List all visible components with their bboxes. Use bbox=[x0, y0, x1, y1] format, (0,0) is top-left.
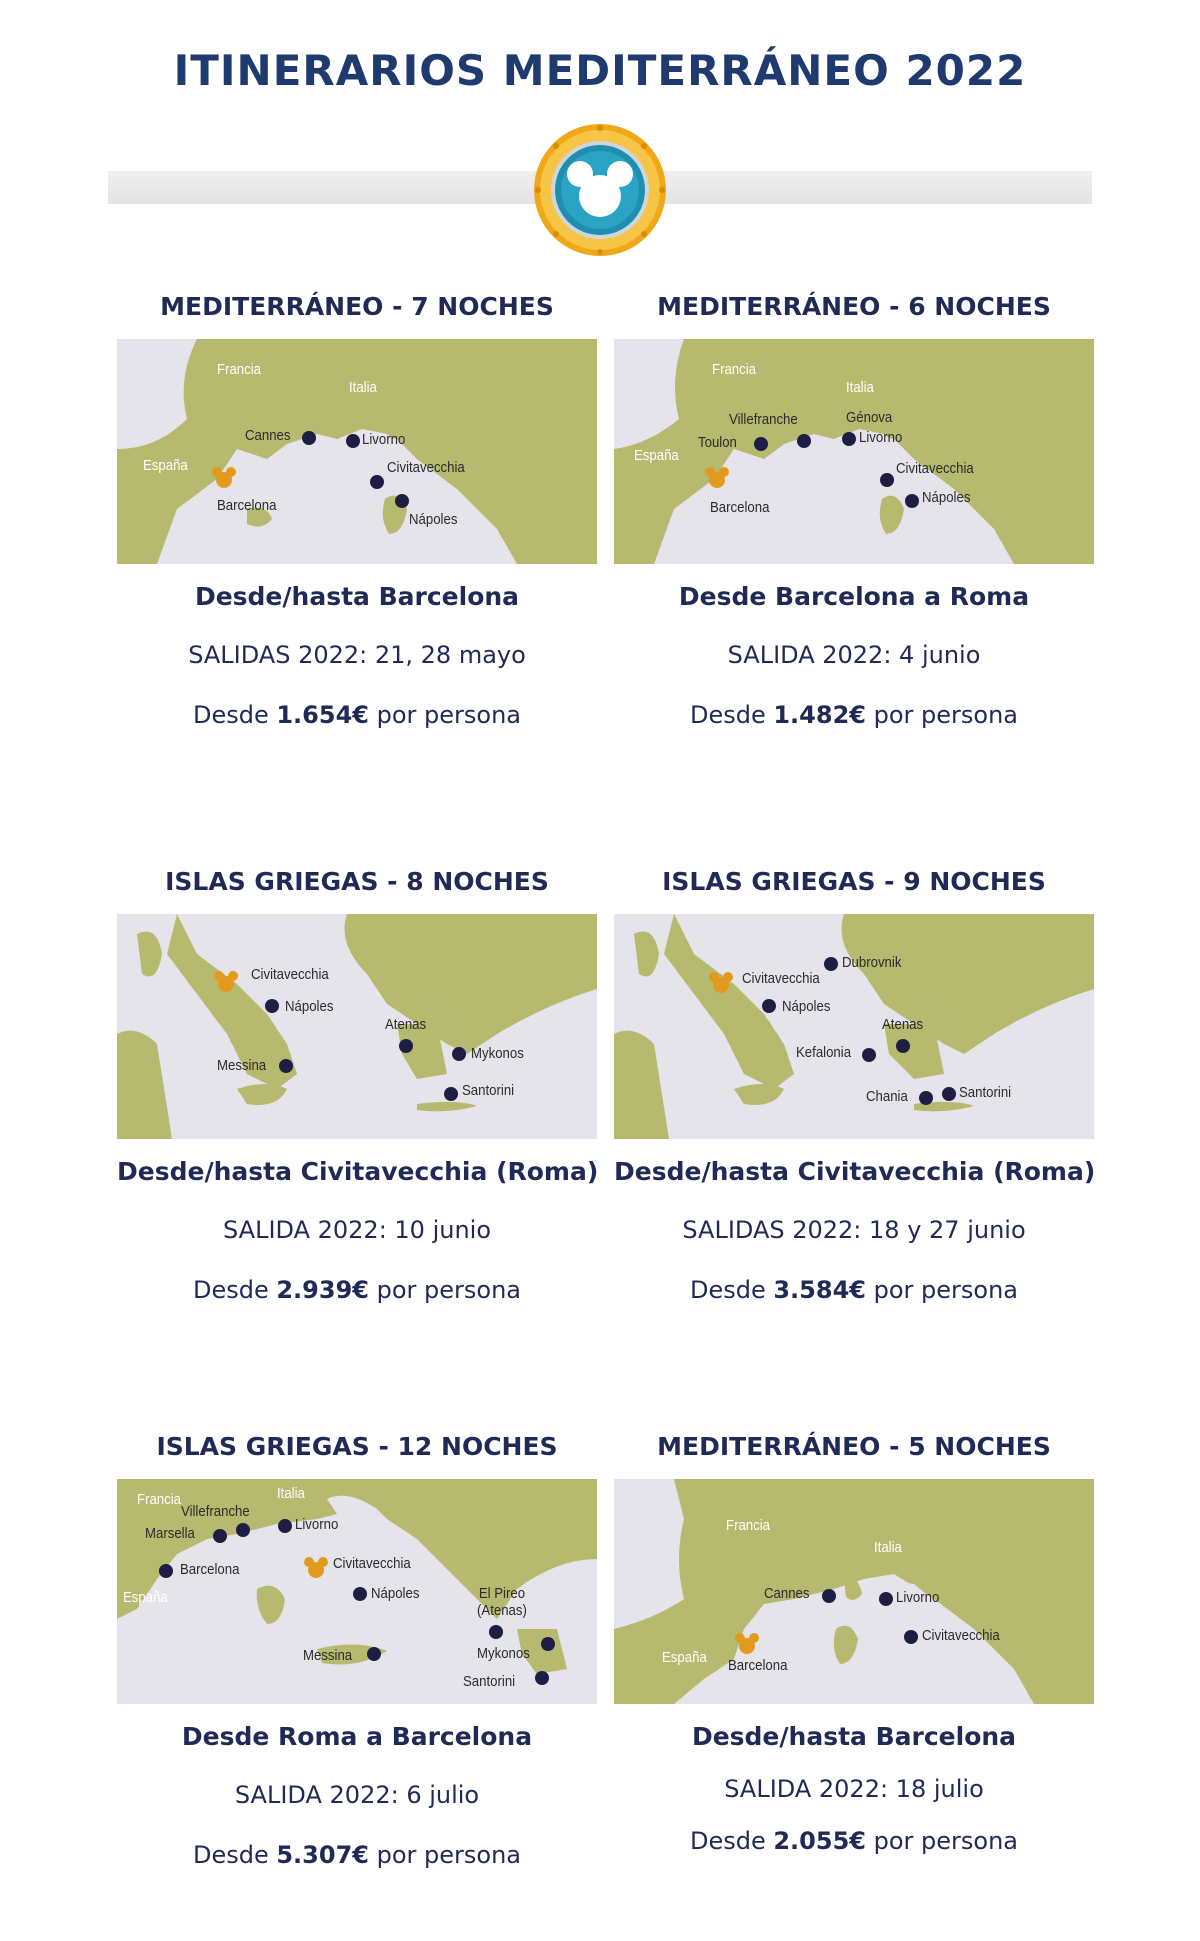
map-label: Francia bbox=[217, 361, 262, 378]
map-label: Barcelona bbox=[217, 497, 277, 514]
port-dot-icon bbox=[452, 1047, 466, 1061]
port-dot-icon bbox=[880, 473, 894, 487]
map-label: Cannes bbox=[764, 1585, 810, 1602]
card-title: MEDITERRÁNEO - 6 NOCHES bbox=[657, 292, 1051, 321]
price-line: Desde 5.307€ por persona bbox=[192, 1841, 522, 1869]
port-dot-icon bbox=[302, 431, 316, 445]
map-label: Nápoles bbox=[782, 998, 831, 1015]
map-label: Atenas bbox=[882, 1016, 924, 1033]
port-dot-icon bbox=[367, 1647, 381, 1661]
port-dot-icon bbox=[879, 1592, 893, 1606]
port-dot-icon bbox=[842, 432, 856, 446]
card-title: MEDITERRÁNEO - 5 NOCHES bbox=[657, 1432, 1051, 1461]
map-label: Messina bbox=[217, 1057, 267, 1074]
map-label: Nápoles bbox=[371, 1585, 420, 1602]
route-heading: Desde/hasta Civitavecchia (Roma) bbox=[117, 1157, 599, 1186]
route-heading: Desde/hasta Barcelona bbox=[691, 1722, 1017, 1751]
map-label: Toulon bbox=[698, 434, 737, 451]
start-marker-icon bbox=[211, 465, 237, 489]
start-marker-icon bbox=[213, 969, 239, 993]
port-dot-icon bbox=[395, 494, 409, 508]
route-heading: Desde Roma a Barcelona bbox=[181, 1722, 533, 1751]
map-label: Civitavecchia bbox=[742, 970, 820, 987]
map-label: Civitavecchia bbox=[251, 966, 329, 983]
map-label: Italia bbox=[349, 379, 377, 396]
map-label: Nápoles bbox=[409, 511, 458, 528]
route-heading: Desde/hasta Civitavecchia (Roma) bbox=[614, 1157, 1096, 1186]
departure-dates: SALIDA 2022: 6 julio bbox=[234, 1781, 480, 1809]
map-label: Nápoles bbox=[285, 998, 334, 1015]
port-dot-icon bbox=[797, 434, 811, 448]
map-label: Livorno bbox=[896, 1589, 940, 1606]
map-label: Livorno bbox=[362, 431, 406, 448]
port-dot-icon bbox=[278, 1519, 292, 1533]
price-amount: 1.654€ bbox=[276, 701, 369, 729]
map-label: Italia bbox=[846, 379, 874, 396]
route-map bbox=[614, 339, 1094, 564]
departure-dates: SALIDA 2022: 10 junio bbox=[222, 1216, 492, 1244]
map-label: Atenas bbox=[385, 1016, 427, 1033]
port-dot-icon bbox=[353, 1587, 367, 1601]
itinerary-card-med-7 bbox=[117, 287, 597, 729]
port-dot-icon bbox=[896, 1039, 910, 1053]
map-label: Livorno bbox=[295, 1516, 339, 1533]
route-map bbox=[614, 1479, 1094, 1704]
card-title: ISLAS GRIEGAS - 12 NOCHES bbox=[156, 1432, 558, 1461]
mickey-porthole-icon bbox=[532, 122, 668, 258]
itinerary-card-greek-9 bbox=[614, 862, 1094, 1304]
port-dot-icon bbox=[399, 1039, 413, 1053]
card-title: ISLAS GRIEGAS - 8 NOCHES bbox=[165, 867, 549, 896]
port-dot-icon bbox=[822, 1589, 836, 1603]
port-dot-icon bbox=[535, 1671, 549, 1685]
map-label: Messina bbox=[303, 1647, 353, 1664]
price-line: Desde 2.055€ por persona bbox=[689, 1827, 1019, 1855]
start-marker-icon bbox=[708, 970, 734, 994]
map-label: Santorini bbox=[462, 1082, 515, 1099]
map-label: Dubrovnik bbox=[842, 954, 902, 971]
map-label: Francia bbox=[712, 361, 757, 378]
port-dot-icon bbox=[236, 1523, 250, 1537]
port-dot-icon bbox=[213, 1529, 227, 1543]
price-amount: 1.482€ bbox=[773, 701, 866, 729]
map-label: Nápoles bbox=[922, 489, 971, 506]
map-label: Barcelona bbox=[728, 1657, 788, 1674]
price-line: Desde 1.654€ por persona bbox=[192, 701, 522, 729]
start-marker-icon bbox=[704, 465, 730, 489]
port-dot-icon bbox=[346, 434, 360, 448]
port-dot-icon bbox=[541, 1637, 555, 1651]
price-line: Desde 2.939€ por persona bbox=[192, 1276, 522, 1304]
port-dot-icon bbox=[444, 1087, 458, 1101]
map-label: Mykonos bbox=[471, 1045, 524, 1062]
port-dot-icon bbox=[862, 1048, 876, 1062]
price-line: Desde 3.584€ por persona bbox=[689, 1276, 1019, 1304]
itinerary-card-med-5 bbox=[614, 1427, 1094, 1855]
departure-dates: SALIDAS 2022: 21, 28 mayo bbox=[188, 641, 526, 669]
departure-dates: SALIDAS 2022: 18 y 27 junio bbox=[682, 1216, 1026, 1244]
map-label: Marsella bbox=[145, 1525, 195, 1542]
map-label: Mykonos bbox=[477, 1645, 530, 1662]
map-label: Francia bbox=[726, 1517, 771, 1534]
port-dot-icon bbox=[942, 1087, 956, 1101]
map-label: El Pireo (Atenas) bbox=[477, 1585, 527, 1619]
itinerary-card-greek-12 bbox=[117, 1427, 597, 1869]
port-dot-icon bbox=[824, 957, 838, 971]
start-marker-icon bbox=[303, 1555, 329, 1579]
map-label: Civitavecchia bbox=[387, 459, 465, 476]
port-dot-icon bbox=[370, 475, 384, 489]
map-label: Génova bbox=[846, 409, 893, 426]
map-label: Villefranche bbox=[181, 1503, 250, 1520]
port-dot-icon bbox=[489, 1625, 503, 1639]
route-map bbox=[117, 339, 597, 564]
price-amount: 2.055€ bbox=[773, 1827, 866, 1855]
port-dot-icon bbox=[904, 1630, 918, 1644]
route-map bbox=[117, 1479, 597, 1704]
departure-dates: SALIDA 2022: 4 junio bbox=[727, 641, 981, 669]
port-dot-icon bbox=[159, 1564, 173, 1578]
price-amount: 5.307€ bbox=[276, 1841, 369, 1869]
map-label: Livorno bbox=[859, 429, 903, 446]
price-amount: 2.939€ bbox=[276, 1276, 369, 1304]
map-label: Francia bbox=[137, 1491, 182, 1508]
map-label: España bbox=[123, 1589, 168, 1606]
card-title: ISLAS GRIEGAS - 9 NOCHES bbox=[662, 867, 1046, 896]
map-label: Civitavecchia bbox=[896, 460, 974, 477]
page-title: ITINERARIOS MEDITERRÁNEO 2022 bbox=[173, 46, 1027, 95]
map-label: Barcelona bbox=[180, 1561, 240, 1578]
map-label: España bbox=[143, 457, 188, 474]
map-label: Barcelona bbox=[710, 499, 770, 516]
port-dot-icon bbox=[754, 437, 768, 451]
map-label: Italia bbox=[277, 1485, 305, 1502]
port-dot-icon bbox=[279, 1059, 293, 1073]
port-dot-icon bbox=[265, 999, 279, 1013]
map-label: Villefranche bbox=[729, 411, 798, 428]
map-label: Chania bbox=[866, 1088, 908, 1105]
price-amount: 3.584€ bbox=[773, 1276, 866, 1304]
map-label: Civitavecchia bbox=[922, 1627, 1000, 1644]
map-label: Kefalonia bbox=[796, 1044, 852, 1061]
itinerary-card-med-6 bbox=[614, 287, 1094, 729]
route-heading: Desde/hasta Barcelona bbox=[194, 582, 520, 611]
map-label: Santorini bbox=[463, 1673, 516, 1690]
price-line: Desde 1.482€ por persona bbox=[689, 701, 1019, 729]
departure-dates: SALIDA 2022: 18 julio bbox=[724, 1775, 984, 1803]
port-dot-icon bbox=[905, 494, 919, 508]
map-label: Civitavecchia bbox=[333, 1555, 411, 1572]
map-label: Santorini bbox=[959, 1084, 1012, 1101]
map-label: Cannes bbox=[245, 427, 291, 444]
itinerary-card-greek-8 bbox=[117, 862, 597, 1304]
map-label: España bbox=[634, 447, 679, 464]
map-label: Italia bbox=[874, 1539, 902, 1556]
start-marker-icon bbox=[734, 1631, 760, 1655]
port-dot-icon bbox=[919, 1091, 933, 1105]
card-title: MEDITERRÁNEO - 7 NOCHES bbox=[160, 292, 554, 321]
route-map bbox=[117, 914, 597, 1139]
port-dot-icon bbox=[762, 999, 776, 1013]
route-heading: Desde Barcelona a Roma bbox=[678, 582, 1030, 611]
map-label: España bbox=[662, 1649, 707, 1666]
route-map bbox=[614, 914, 1094, 1139]
